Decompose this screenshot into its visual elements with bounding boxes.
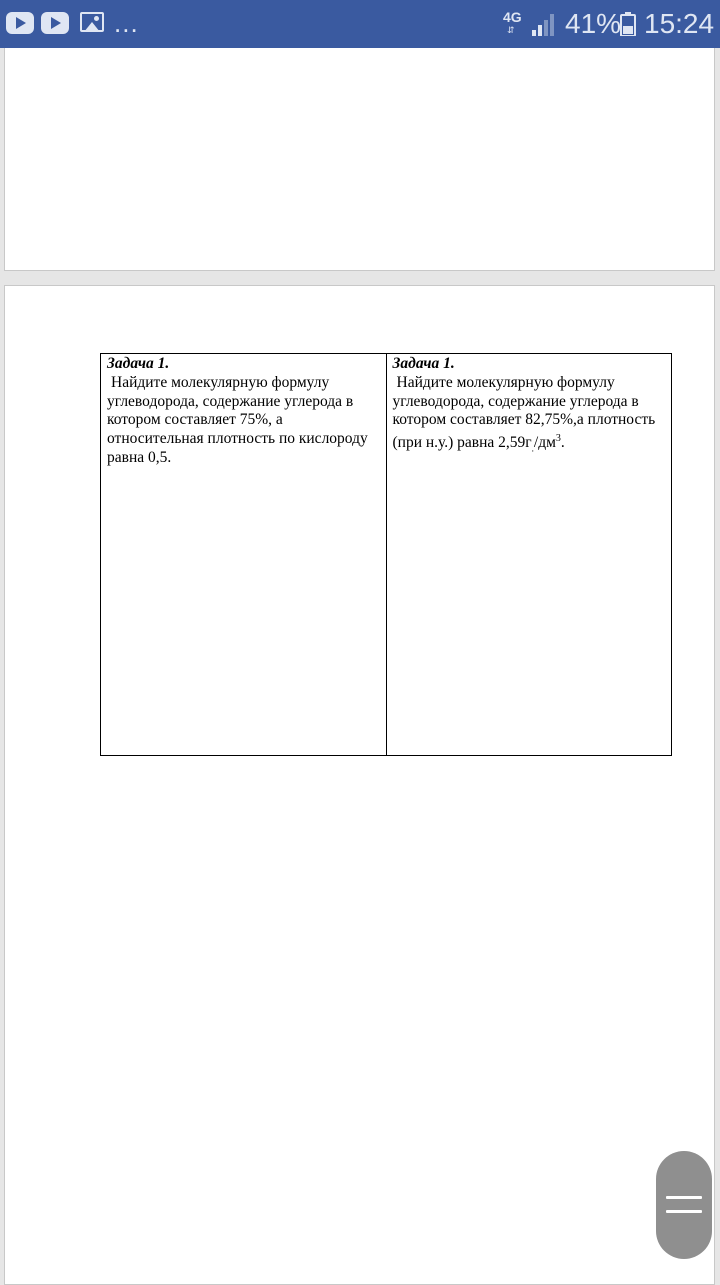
task-table bbox=[100, 353, 672, 756]
document-page bbox=[4, 285, 715, 1285]
battery-icon bbox=[620, 12, 636, 36]
scroll-handle-grip-icon bbox=[666, 1196, 702, 1199]
battery-percent: 41% bbox=[565, 8, 622, 39]
status-bar bbox=[0, 0, 720, 48]
gallery-icon bbox=[80, 12, 104, 32]
document-page bbox=[4, 48, 715, 271]
task-text-subscript: . bbox=[531, 443, 534, 454]
task-text bbox=[393, 374, 666, 458]
scroll-handle[interactable] bbox=[656, 1151, 712, 1259]
network-activity-icon: ⇵ bbox=[507, 25, 515, 35]
network-type: 4G bbox=[503, 9, 522, 25]
task-text-end: . bbox=[560, 434, 565, 452]
task-cell-right bbox=[386, 354, 672, 756]
scroll-handle-grip-icon bbox=[666, 1210, 702, 1213]
task-text: Найдите молекулярную формулу углеводорода, содержание углерода в котором составляет 75%, а относительная плотность по кислороду равна 0,5. bbox=[107, 373, 368, 466]
task-text-main: Найдите молекулярную формулу углеводорода, содержание углерода в котором составляет 82,75%,а плотность (при н.у.) равна 2,59г bbox=[392, 373, 656, 452]
task-title: Задача 1. bbox=[392, 355, 455, 372]
task-title: Задача 1. bbox=[107, 355, 170, 372]
task-text-superscript: 3 bbox=[555, 433, 561, 445]
signal-icon bbox=[530, 14, 556, 36]
youtube-icon bbox=[6, 12, 34, 34]
table-row bbox=[101, 354, 672, 756]
more-notifications-icon: ... bbox=[114, 8, 139, 38]
clock: 15:24 bbox=[644, 8, 715, 39]
youtube-icon bbox=[41, 12, 69, 34]
task-text-unit: /дм bbox=[533, 434, 556, 452]
task-cell-left bbox=[101, 354, 387, 756]
